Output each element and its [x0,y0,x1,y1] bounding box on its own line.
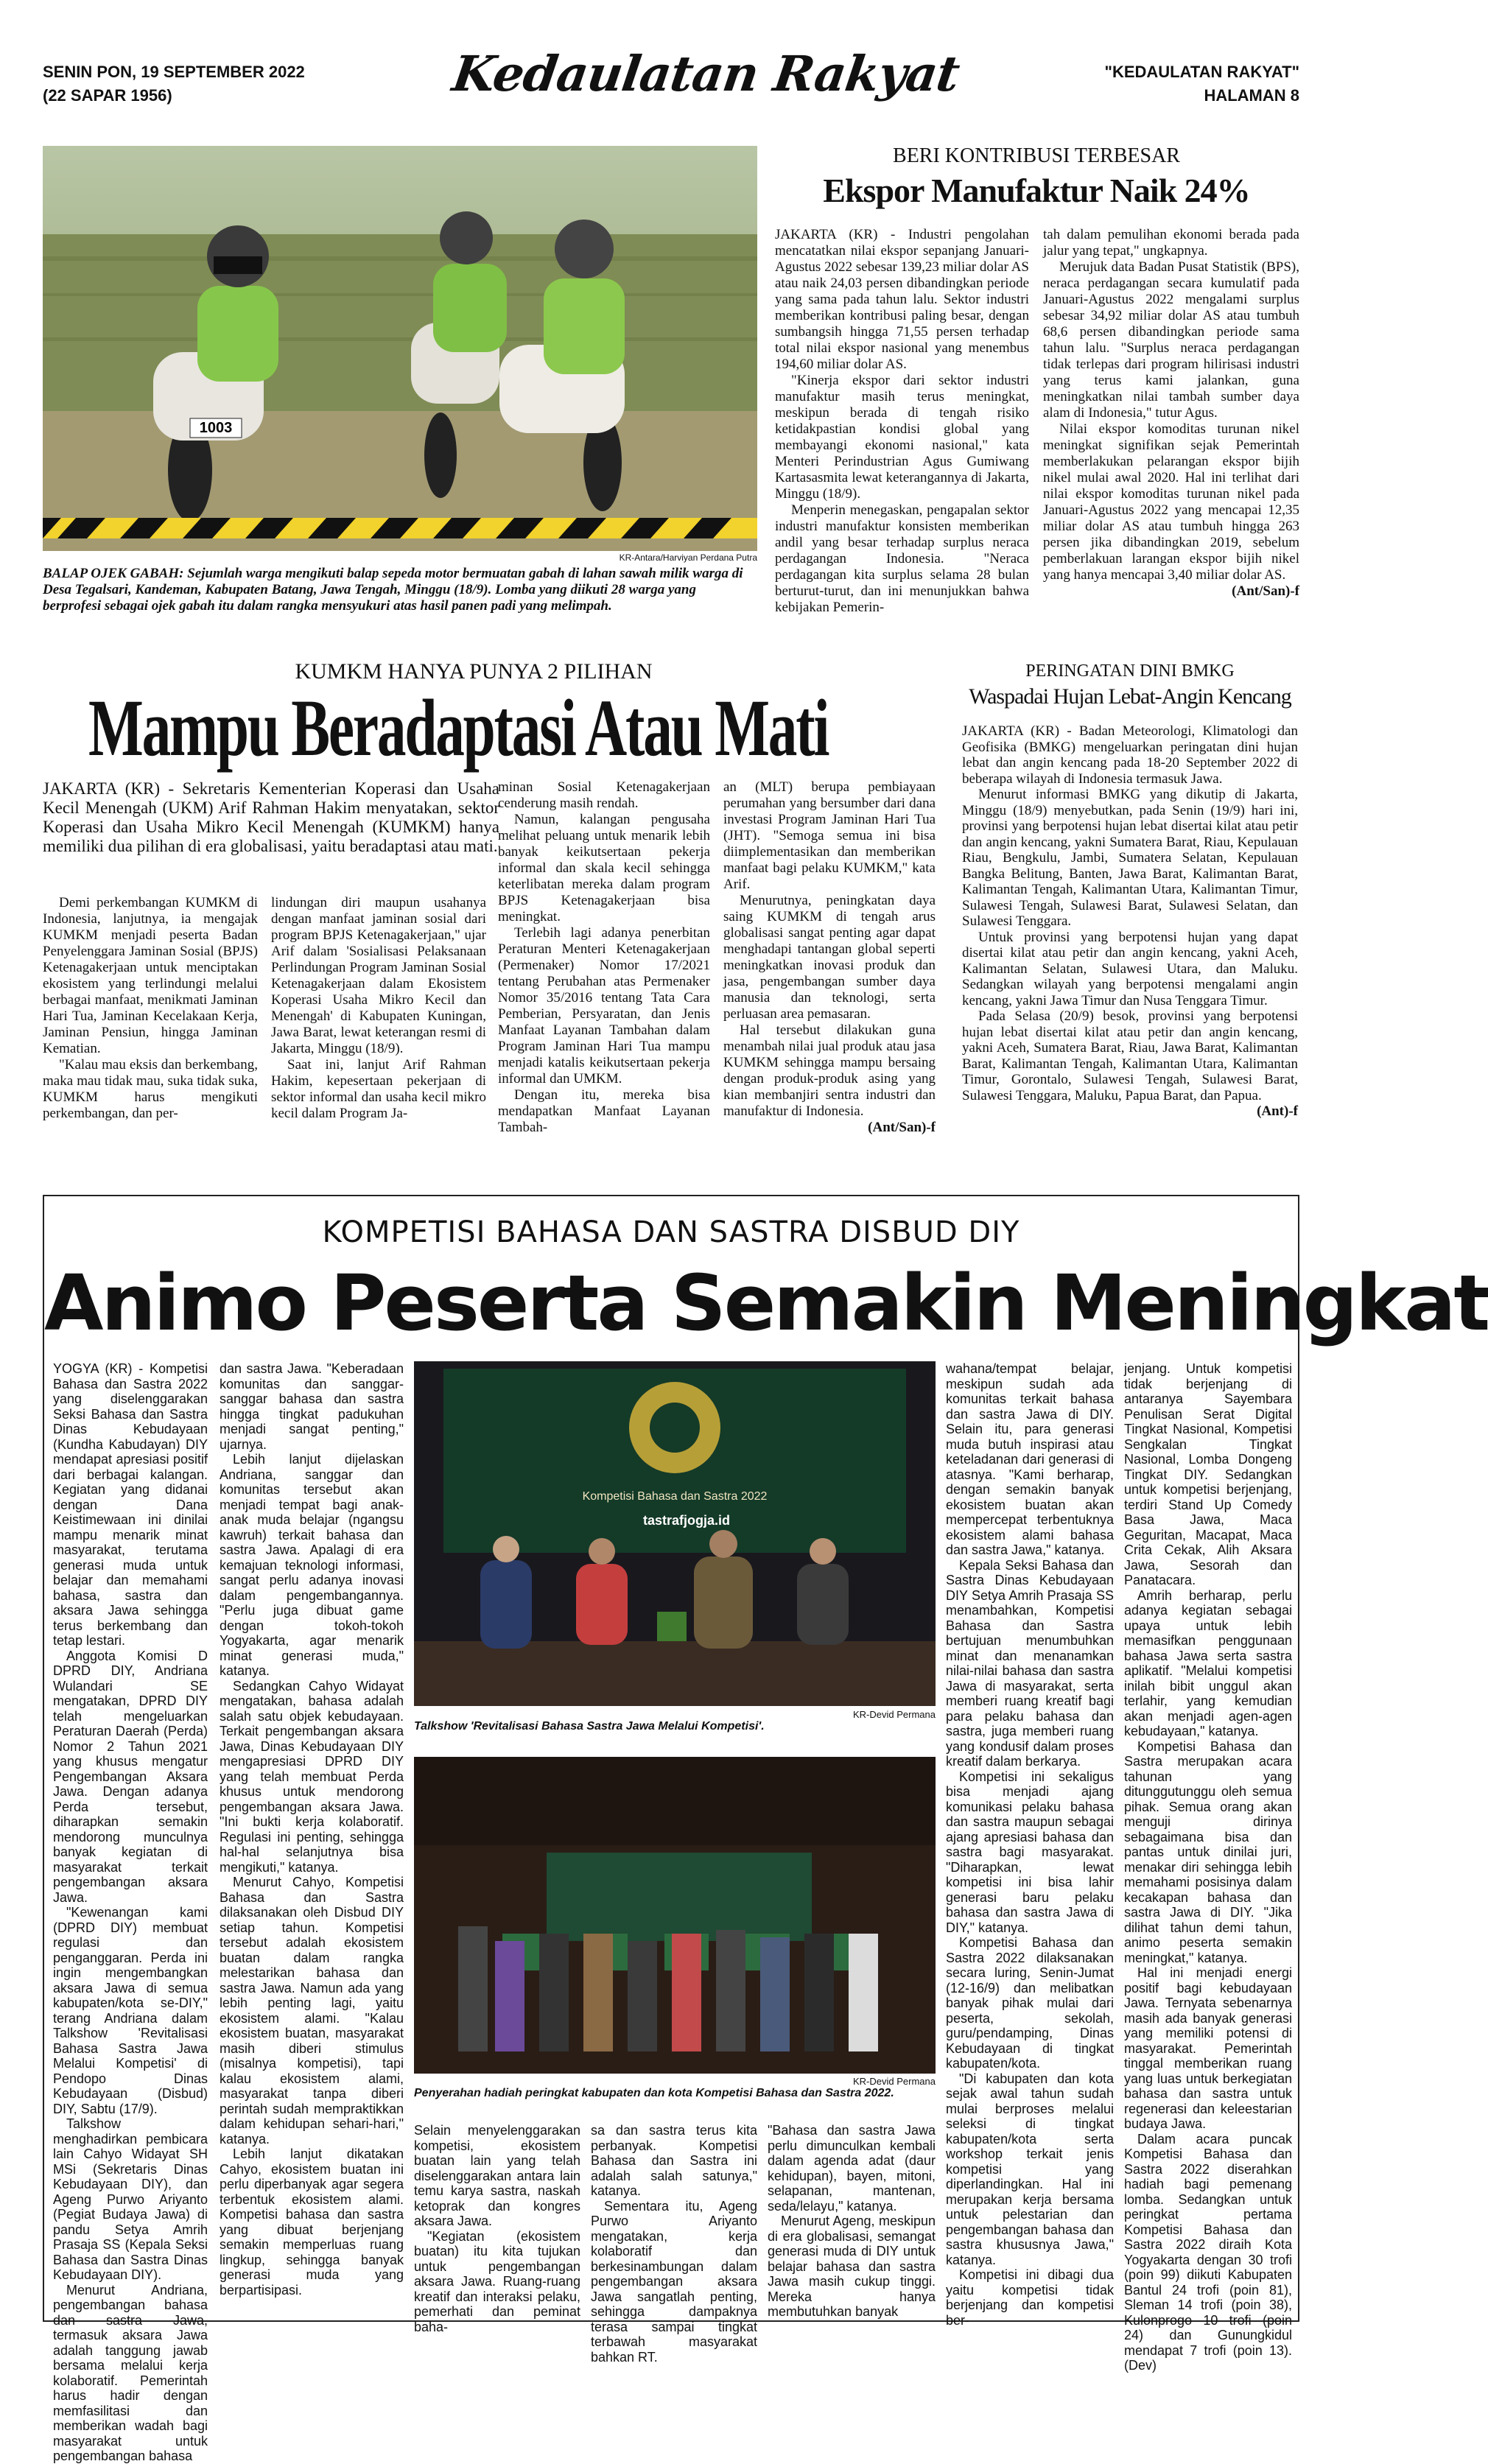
paragraph: Pada Selasa (20/9) besok, provinsi yang berpotensi hujan lebat disertai kilat atau petir dan angin kencang, yakni Aceh, Sumatera Barat, Riau, Jawa Barat, Kalimantan Barat, Kalimantan Tengah, Kalimantan Utara, Kalimantan Timur, Gorontalo, Sulawesi Tengah, Sulawesi Barat, Sulawesi Tenggara, Maluku, Papua Barat, dan Papua. [962,1008,1298,1103]
paragraph: Nilai ekspor komoditas turunan nikel meningkat signifikan sejak Pemerintah memberlakukan pelarangan ekspor bijih nikel mulai awal 2020. Hal ini terlihat dari nilai ekspor komoditas turunan nikel pada Januari-Agustus 2022 yang mencapai 12,35 miliar dolar AS atau tumbuh hingga 263 persen jika dibandingkan 2019, sebelum pemberlakuan larangan ekspor bijih nikel yang hanya mencapai 3,40 miliar dolar AS. [1043,421,1299,583]
paragraph: Menurutnya, peningkatan daya saing KUMKM di tengah arus globalisasi sangat penting agar dapat menghadapi tantangan global seperti meningkatkan inovasi produk dan jasa, pengembangan sumber daya manusia dan teknologi, serta perluasan area pemasaran. [723,893,936,1022]
article-kompetisi-mid2 [591,2123,757,2365]
article-bmkg-body [962,723,1298,1202]
paragraph: Saat ini, lanjut Arif Rahman Hakim, kepesertaan pekerjaan di sektor informal dan usaha kecil mikro kecil dalam Program Ja- [271,1057,486,1121]
paragraph: jenjang. Untuk kompetisi tidak berjenjang di antaranya Sayembara Penulisan Serat Digital Tingkat Nasional, Kompetisi Sengkalan Tingkat Nasional, Lomba Dongeng Tingkat DIY. Sedangkan untuk kompetisi berjenjang, terdiri Stand Up Comedy Basa Jawa, Maca Geguritan, Macapat, Maca Crita Cekak, Alih Aksara Jawa, Sesorah dan Panatacara. [1124,1361,1292,1587]
photo-talkshow-credit: KR-Devid Permana [853,1709,936,1720]
paragraph: Lebih lanjut dijelaskan Andriana, sanggar dan komunitas tersebut akan menjadi tempat bagi anak-anak muda belajar (ngangsu kawruh) terkait bahasa dan sastra Jawa. Apalagi di era kemajuan teknologi informasi, sangat perlu adanya inovasi dalam pengembangannya. "Perlu juga dibuat game dengan tokoh-tokoh Yogyakarta, agar menarik minat generasi muda," katanya. [220,1452,404,1678]
masthead-date-block [43,60,305,108]
paragraph: Kompetisi ini dibagi dua yaitu kompetisi tidak berjenjang dan kompetisi ber- [946,2267,1114,2328]
article-kompetisi-mid1 [414,2123,580,2334]
paragraph: Terlebih lagi adanya penerbitan Peraturan Menteri Ketenagakerjaan (Permenaker) Nomor 17/2021 tentang Perubahan atas Permenaker Nomor 35/2016 tentang Tata Cara Pemberian, Persyaratan, dan Jenis Manfaat Layanan Tambahan dalam Program Jaminan Hari Tua mampu menjadi katalis keikutsertaan pekerja informal dan UMKM. [498,925,710,1087]
article-kumkm-lead: JAKARTA (KR) - Sekretaris Kementerian Koperasi dan Usaha Kecil Menengah (UKM) Arif Rahman Hakim menyatakan, sektor Koperasi dan Usaha Mikro Kecil Menengah (KUMKM) hanya memiliki dua pilihan di era globalisasi, yaitu beradaptasi atau mati. [43,779,499,855]
article-ekspor-kicker: BERI KONTRIBUSI TERBESAR [893,144,1180,167]
paragraph: Merujuk data Badan Pusat Statistik (BPS), neraca perdagangan secara kumulatif pada Januari-Agustus 2022 mengalami surplus sebesar 34,92 miliar dolar AS atau tumbuh 68,6 persen dibandingkan periode sama tahun lalu. "Surplus neraca perdagangan tidak terlepas dari program hilirisasi industri yang terus kami jalankan, guna meningkatkan nilai tambah sumber daya alam di Indonesia," tutur Agus. [1043,259,1299,421]
article-ekspor-headline: Ekspor Manufaktur Naik 24% [823,172,1250,209]
paragraph: Kompetisi ini sekaligus bisa menjadi ajang komunikasi pelaku bahasa dan sastra maupun sebagai ajang apresiasi bahasa dan sastra bagi masyarakat. "Diharapkan, lewat kompetisi ini bisa lahir generasi baru pelaku bahasa dan sastra Jawa di DIY," katanya. [946,1769,1114,1935]
photo-award-illustration [414,1757,936,2074]
article-kumkm-col4 [723,779,936,1204]
masthead-section: "KEDAULATAN RAKYAT" [1104,63,1299,81]
article-kumkm-headline: Mampu Beradaptasi Atau Mati [88,683,829,773]
paragraph: Namun, kalangan pengusaha melihat peluang untuk menarik lebih banyak keikutsertaan pekerja informal dan skala kecil sehingga keterlibatan mereka dalam program BPJS Ketenagakerjaan bisa meningkat. [498,812,710,924]
newspaper-logo: Kedaulatan Rakyat [449,45,963,102]
masthead-hijri-date: (22 SAPAR 1956) [43,86,172,105]
paragraph: Dengan itu, mereka bisa mendapatkan Manfaat Layanan Tambah- [498,1087,710,1135]
paragraph: Menurut Ageng, meskipun di era globalisasi, semangat generasi muda di DIY untuk belajar bahasa dan sastra Jawa masih cukup tinggi. Mereka hanya membutuhkan banyak [768,2214,936,2319]
photo-talkshow-illustration [414,1361,936,1706]
paragraph: Kompetisi Bahasa dan Sastra 2022 dilaksanakan secara luring, Senin-Jumat (12-16/9) dan melibatkan banyak pihak mulai dari peserta, sekolah, guru/pendamping, Dinas Kebudayaan di tingkat kabupaten/kota. [946,1935,1114,2071]
article-kompetisi-col6 [1124,1361,1292,2373]
paragraph: Hal tersebut dilakukan guna menambah nilai jual produk atau jasa KUMKM sehingga mampu bersaing dengan produk-produk asing yang kian membanjiri sentra industri dan manufaktur di Indonesia. [723,1022,936,1119]
photo-talkshow [414,1361,936,1706]
paragraph: tah dalam pemulihan ekonomi berada pada jalur yang tepat," ungkapnya. [1043,227,1299,259]
paragraph: Anggota Komisi D DPRD DIY, Andriana Wulandari SE mengatakan, DPRD DIY telah mengeluarkan Peraturan Daerah (Perda) Nomor 2 Tahun 2021 yang khusus mengatur Pengembangan Aksara Jawa. Dengan adanya Perda tersebut, diharapkan semakin mendorong munculnya banyak kegiatan di masyarakat terkait pengembangan aksara Jawa. [53,1648,208,1905]
article-kumkm-col2 [271,895,486,1204]
paragraph: Menurut informasi BMKG yang dikutip di Jakarta, Minggu (18/9) menyebutkan, pada Senin (19/9) hari ini, provinsi yang berpotensi hujan lebat disertai kilat atau petir dan angin kencang, yakni Sumatera Barat, Riau, Kepulauan Riau, Bengkulu, Jambi, Sumatera Selatan, Kepulauan Bangka Belitung, Banten, Jawa Barat, Kalimantan Barat, Kalimantan Tengah, Kalimantan Utara, Kalimantan Timur, Sulawesi Tengah, Sulawesi Barat, Sulawesi Selatan, dan Sulawesi Tenggara. [962,787,1298,929]
photo-award-caption-row [414,2076,936,2100]
article-ekspor-signature: (Ant/San)-f [1232,583,1299,599]
paragraph: Lebih lanjut dikatakan Cahyo, ekosistem buatan ini perlu diperbanyak agar segera terbentuk ekosistem alami. Kompetisi bahasa dan sastra yang dibuat berjenjang semakin memperluas ruang lingkup, sehingga banyak generasi muda yang berpartisipasi. [220,2147,404,2298]
paragraph: JAKARTA (KR) - Industri pengolahan mencatatkan nilai ekspor sepanjang Januari-Agustus 2022 sebesar 139,23 miliar dolar AS atau naik 24,03 persen dibandingkan periode yang sama pada tahun lalu. Sektor industri memberikan kontribusi paling besar, dengan sumbangsih hingga 71,55 persen terhadap total nilai ekspor nasional yang menembus 194,60 miliar dolar AS. [775,227,1029,372]
paragraph: Talkshow menghadirkan pembicara lain Cahyo Widayat SH MSi (Sekretaris Dinas Kebudayaan DIY), dan Ageng Purwo Ariyanto (Pegiat Budaya Jawa) di pandu Setya Amrih Prasaja SS (Kepala Seksi Bahasa dan Sastra Dinas Kebudayaan DIY). [53,2116,208,2282]
paragraph: Kepala Seksi Bahasa dan Sastra Dinas Kebudayaan DIY Setya Amrih Prasaja SS menambahkan, Kompetisi Bahasa dan Sastra bertujuan menumbuhkan minat dan menanamkan nilai-nilai bahasa dan sastra Jawa di masyarakat, serta memberi ruang kreatif bagi para pelaku bahasa dan sastra, juga memberi ruang yang kondusif dalam proses kreatif dalam berkarya. [946,1557,1114,1769]
article-ekspor-col1 [775,227,1029,647]
photo-talkshow-caption: Talkshow 'Revitalisasi Bahasa Sastra Jawa Melalui Kompetisi'. [414,1720,765,1733]
paragraph: Menurut Andriana, pengembangan bahasa dan sastra Jawa, termasuk aksara Jawa adalah tanggung jawab bersama melalui kerja kolaboratif. Pemerintah harus hadir dengan memfasilitasi dan memberikan wadah bagi masyarakat untuk pengembangan bahasa [53,2282,208,2463]
paragraph: Menurut Cahyo, Kompetisi Bahasa dan Sastra dilaksanakan oleh Disbud DIY setiap tahun. Kompetisi tersebut adalah ekosistem buatan dalam rangka melestarikan bahasa dan sastra Jawa. Namun ada yang lebih penting lagi, yaitu ekosistem alami. "Kalau ekosistem buatan, masyarakat masih diberi stimulus (misalnya kompetisi), tapi kalau ekosistem alami, masyarakat tanpa diberi perintah sudah mempraktikkan dalam kehidupan sehari-hari," katanya. [220,1875,404,2147]
photo-ojek-credit: KR-Antara/Harviyan Perdana Putra [619,552,757,563]
paragraph: minan Sosial Ketenagakerjaan cenderung masih rendah. [498,779,710,811]
paragraph: YOGYA (KR) - Kompetisi Bahasa dan Sastra 2022 yang diselenggarakan Seksi Bahasa dan Sastra Dinas Kebudayaan (Kundha Kabudayan) DIY mendapat apresiasi positif dari berbagai kalangan. Kegiatan yang didanai dengan Dana Keistimewaan ini dinilai mampu menarik minat masyarakat, terutama generasi muda untuk belajar dan memahami bahasa, sastra dan aksara Jawa sehingga terus berkembang dan tetap lestari. [53,1361,208,1648]
article-kompetisi-col5 [946,1361,1114,2328]
article-kumkm-col3 [498,779,710,1204]
photo-award-caption: Penyerahan hadiah peringkat kabupaten dan kota Kompetisi Bahasa dan Sastra 2022. [414,2087,894,2099]
article-kompetisi-headline: Animo Peserta Semakin Meningkat [44,1258,1488,1348]
paragraph: lindungan diri maupun usahanya dengan manfaat jaminan sosial dari program BPJS Ketenagakerjaan," ujar Arif dalam 'Sosialisasi Pelaksanaan Perlindungan Program Jaminan Sosial Ketenagakerjaan dalam Ekosistem Koperasi Usaha Mikro Kecil dan Menengah' di Kabupaten Kuningan, Jawa Barat, lewat keterangan resmi di Jakarta, Minggu (18/9). [271,895,486,1056]
paragraph: sa dan sastra terus kita perbanyak. Kompetisi Bahasa dan Sastra ini adalah salah satunya," katanya. [591,2123,757,2198]
article-bmkg-kicker: PERINGATAN DINI BMKG [1025,661,1235,681]
paragraph: Menperin menegaskan, pengapalan sektor industri manufaktur konsisten memberikan andil yang besar terhadap surplus neraca perdagangan Indonesia. "Neraca perdagangan kita surplus selama 28 bulan berturut-turut, dan ini menunjukkan bahwa kebijakan Pemerin- [775,502,1029,615]
masthead-date: SENIN PON, 19 SEPTEMBER 2022 [43,63,305,81]
photo-ojek-caption: BALAP OJEK GABAH: Sejumlah warga mengikuti balap sepeda motor bermuatan gabah di lahan sawah milik warga di Desa Tegalsari, Kandeman, Kabupaten Batang, Jawa Tengah, Minggu (18/9). Lomba yang diikuti 28 warga yang berprofesi sebagai ojek gabah itu dalam rangka mensyukuri atas hasil panen padi yang melimpah. [43,566,743,614]
article-bmkg [962,661,1298,709]
paragraph: "Di kabupaten dan kota sejak awal tahun sudah mulai berproses melalui seleksi di tingkat kabupaten/kota serta workshop terkait jenis kompetisi yang diperlandingkan. Hal ini merupakan kerja bersama untuk pelestarian dan pengembangan bahasa dan sastra khususnya Jawa," katanya. [946,2071,1114,2267]
article-kompetisi-kicker: KOMPETISI BAHASA DAN SASTRA DISBUD DIY [322,1215,1020,1249]
paragraph: "Kinerja ekspor dari sektor industri manufaktur masih terus meningkat, meskipun berada di tengah risiko ketidakpastian kondisi global yang membayangi ekonomi nasional," kata Menteri Perindustrian Agus Gumiwang Kartasasmita lewat keterangannya di Jakarta, Minggu (18/9). [775,373,1029,502]
article-kompetisi-col1 [53,1361,208,2463]
article-kumkm-col1 [43,895,258,1204]
paragraph: "Bahasa dan sastra Jawa perlu dimunculkan kembali dalam agenda adat (daur kehidupan), bayen, mitoni, selapanan, mantenan, seda/lelayu," katanya. [768,2123,936,2214]
paragraph: "Kalau mau eksis dan berkembang, maka mau tidak mau, suka tidak suka, KUMKM harus mengikuti perkembangan, dan per- [43,1057,258,1121]
masthead-page-block [1105,60,1299,108]
article-kumkm-kicker: KUMKM HANYA PUNYA 2 PILIHAN [295,659,653,684]
photo-award-credit: KR-Devid Permana [853,2076,936,2087]
article-kompetisi-col2 [220,1361,404,2312]
paragraph: Selain menyelenggarakan kompetisi, ekosistem buatan lain yang telah diselenggarakan antara lain temu karya sastra, naskah ketoprak dan kongres aksara Jawa. [414,2123,580,2228]
paragraph: Kompetisi Bahasa dan Sastra merupakan acara tahunan yang ditunggutunggu oleh semua pihak. Semua orang akan menguji dirinya sebagaimana bisa dan pantas untuk dinilai juri, menakar diri sehingga lebih memahami posisinya dalam kecakapan bahasa dan sastra Jawa di DIY. "Jika dilihat tahun demi tahun, animo peserta semakin meningkat," katanya. [1124,1738,1292,1965]
race-number-plate: 1003 [199,420,233,436]
paragraph: "Kewenangan kami (DPRD DIY) membuat regulasi dan penganggaran. Perda ini ingin mengembangkan aksara Jawa di semua kabupaten/kota se-DIY," terang Andriana dalam Talkshow 'Revitalisasi Bahasa Sastra Jawa Melalui Kompetisi' di Pendopo Dinas Kebudayaan (Disbud) DIY, Sabtu (17/9). [53,1905,208,2116]
paragraph: dan sastra Jawa. "Keberadaan komunitas dan sanggar-sanggar bahasa dan sastra hingga tingkat padukuhan menjadi sangat penting," ujarnya. [220,1361,404,1452]
paragraph: Dalam acara puncak Kompetisi Bahasa dan Sastra 2022 diserahkan hadiah bagi pemenang lomba. Sedangkan untuk peringkat pertama Kompetisi Bahasa dan Sastra 2022 diraih Kota Yogyakarta dengan 30 trofi (poin 99) diikuti Kabupaten Bantul 24 trofi (poin 81), Sleman 14 trofi (poin 38), Kulonprogo 10 trofi (poin 24) dan Gunungkidul mendapat 7 trofi (poin 13). (Dev) [1124,2131,1292,2373]
paragraph: Untuk provinsi yang berpotensi hujan yang dapat disertai kilat atau petir dan angin kencang, yakni Aceh, Kalimantan Selatan, Sulawesi Utara, dan Maluku. Sedangkan wilayah yang berpotensi mengalami angin kencang, yakni Jawa Timur dan Nusa Tenggara Timur. [962,929,1298,1008]
screen-title: Kompetisi Bahasa dan Sastra 2022 [582,1490,768,1503]
masthead-page-number: HALAMAN 8 [1204,86,1299,105]
article-kumkm-headline-wrap [88,681,972,773]
photo-ojek-gabah [43,146,757,551]
paragraph: an (MLT) berupa pembiayaan perumahan yang bersumber dari dana investasi Program Jaminan Hari Tua (JHT). "Semoga semua ini bisa diimplementasikan dan memberikan manfaat bagi pelaku KUMKM," kata Arif. [723,779,936,892]
photo-ojek-gabah-illustration [43,146,757,551]
photo-talkshow-caption-row [414,1709,936,1733]
paragraph: Sementara itu, Ageng Purwo Ariyanto mengatakan, kerja kolaboratif dan berkesinambungan dalam pengembangan aksara Jawa sangatlah penting, sehingga dampaknya terasa sampai tingkat terbawah masyarakat bahkan RT. [591,2198,757,2365]
paragraph: wahana/tempat belajar, meskipun sudah ada komunitas terkait bahasa dan sastra Jawa di DIY. Selain itu, para generasi muda butuh inspirasi atau keteladanan dari generasi di atasnya. "Kami berharap, dengan semakin banyak ekosistem buatan akan mempercepat terbentuknya ekosistem alami bahasa dan sastra Jawa," katanya. [946,1361,1114,1557]
photo-award [414,1757,936,2074]
article-kompetisi-mid3 [768,2123,936,2319]
article-ekspor [775,144,1298,210]
paragraph: "Kegiatan (ekosistem buatan) itu kita tujukan untuk pengembangan aksara Jawa. Ruang-ruang kreatif dan interaksi pelaku, pemerhati dan peminat baha- [414,2228,580,2334]
article-bmkg-headline: Waspadai Hujan Lebat-Angin Kencang [969,684,1291,709]
article-ekspor-col2 [1043,227,1299,647]
screen-website: tastrafjogja.id [642,1513,731,1528]
paragraph: Demi perkembangan KUMKM di Indonesia, lanjutnya, ia mengajak KUMKM menjadi peserta Badan Penyelenggara Jaminan Sosial (BPJS) Ketenagakerjaan untuk menciptakan ekosistem yang terlindungi melalui berbagai manfaat, menikmati Jaminan Hari Tua, Jaminan Kecelakaan Kerja, Jaminan Pensiun, hingga Jaminan Kematian. [43,895,258,1056]
paragraph: JAKARTA (KR) - Badan Meteorologi, Klimatologi dan Geofisika (BMKG) mengeluarkan peringatan dini hujan lebat dan angin kencang pada 18-20 September 2022 di beberapa wilayah di Indonesia termasuk Jawa. [962,723,1298,787]
article-bmkg-signature: (Ant)-f [1257,1103,1298,1119]
article-kumkm-signature: (Ant/San)-f [868,1120,936,1135]
paragraph: Amrih berharap, perlu adanya kegiatan sebagai upaya untuk lebih memasifkan penggunaan bahasa Jawa serta sastra aplikatif. "Melalui kompetisi inilah bibit unggul akan terlahir, yang kemudian akan menjadi agen-agen kebudayaan," katanya. [1124,1587,1292,1738]
paragraph: Sedangkan Cahyo Widayat mengatakan, bahasa adalah salah satu objek kebudayaan. Terkait pengembangan aksara Jawa, Dinas Kebudayaan DIY mengapresiasi DPRD DIY yang telah membuat Perda khusus untuk mendorong pengembangan aksara Jawa. "Ini bukti kerja kolaboratif. Regulasi ini penting, sehingga hal-hal selanjutnya bisa mengikuti," katanya. [220,1678,404,1875]
paragraph: Hal ini menjadi energi positif bagi kebudayaan Jawa. Ternyata sebenarnya masih ada banyak generasi yang memiliki potensi di masyarakat. Pemerintah tinggal memberikan ruang yang luas untuk berkegiatan bahasa dan sastra untuk regenerasi dan keleestarian budaya Jawa. [1124,1965,1292,2131]
